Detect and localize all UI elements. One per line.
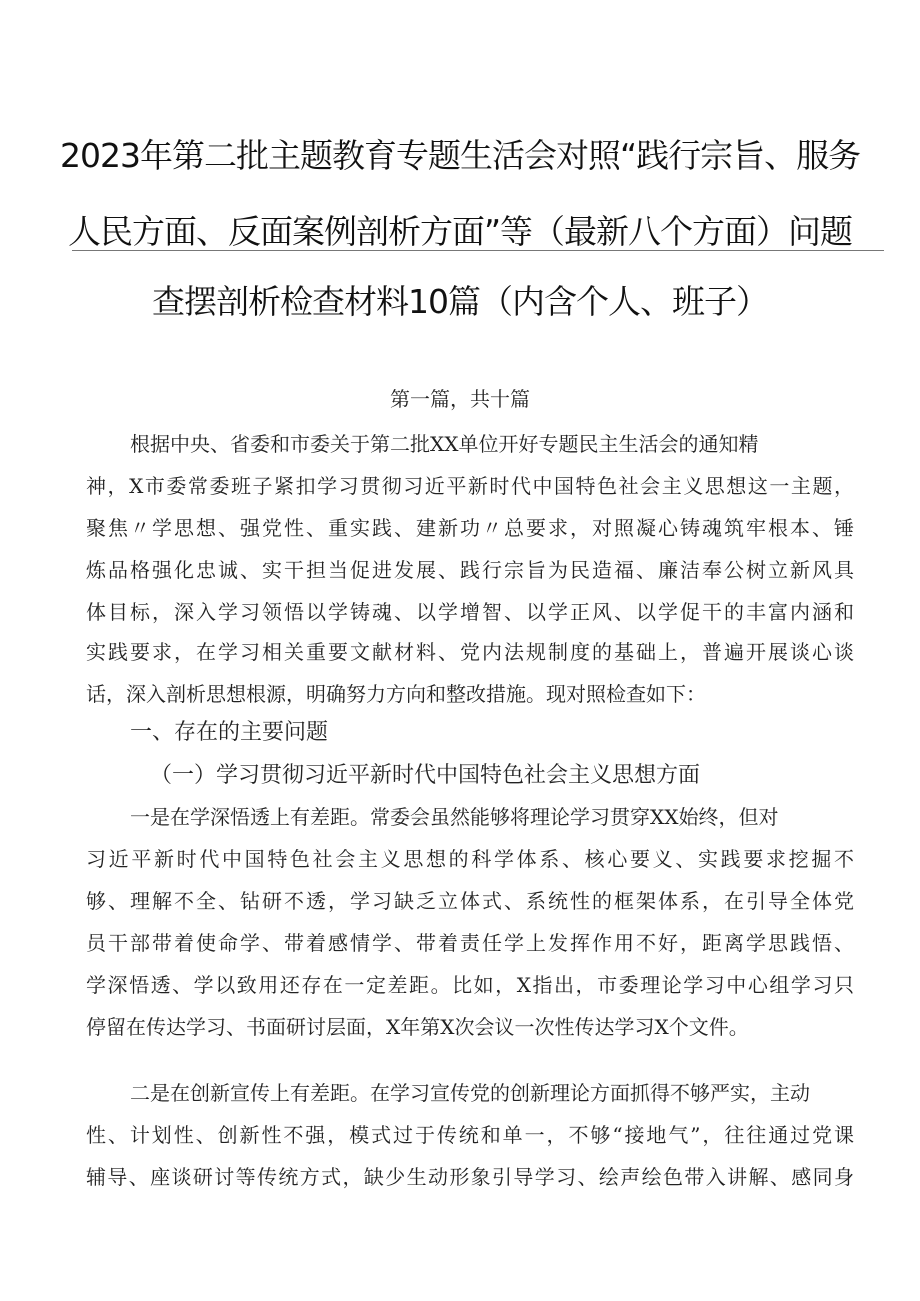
intro-line-2: 神，X市委常委班子紧扣学习贯彻习近平新时代中国特色社会主义思想这一主题，: [86, 474, 854, 498]
intro-line-1: 根据中央、省委和市委关于第二批XX单位开好专题民主生活会的通知精: [130, 432, 759, 456]
intro-line-4: 炼品格强化忠诚、实干担当促进发展、践行宗旨为民造福、廉洁奉公树立新风具: [86, 558, 854, 582]
document-title-line-2: 人民方面、反面案例剖析方面”等（最新八个方面）问题: [67, 212, 853, 251]
paragraph2-line-2: 性、计划性、创新性不强，模式过于传统和单一，不够“接地气”，往往通过党课: [86, 1123, 854, 1147]
document-title-line-1: 2023年第二批主题教育专题生活会对照“践行宗旨、服务: [60, 136, 861, 175]
paragraph1-line-3: 够、理解不全、钻研不透，学习缺乏立体式、系统性的框架体系，在引导全体党: [86, 889, 854, 913]
paragraph1-line-6: 停留在传达学习、书面研讨层面，X年第X次会议一次性传达学习X个文件。: [86, 1015, 749, 1039]
subsection-heading: （一）学习贯彻习近平新时代中国特色社会主义思想方面: [150, 763, 701, 788]
intro-line-6: 实践要求，在学习相关重要文献材料、党内法规制度的基础上，普遍开展谈心谈: [86, 640, 854, 664]
paragraph1-line-5: 学深悟透、学以致用还存在一定差距。比如，X指出，市委理论学习中心组学习只: [86, 973, 854, 997]
intro-line-7: 话，深入剖析思想根源，明确努力方向和整改措施。现对照检查如下：: [86, 682, 706, 706]
intro-line-3: 聚焦〃学思想、强党性、重实践、建新功〃总要求，对照凝心铸魂筑牢根本、锤: [86, 516, 854, 540]
intro-line-5: 体目标，深入学习领悟以学铸魂、以学增智、以学正风、以学促干的丰富内涵和: [86, 600, 854, 624]
section-heading: 一、存在的主要问题: [130, 720, 329, 745]
paragraph1-line-4: 员干部带着使命学、带着感情学、带着责任学上发挥作用不好，距离学思践悟、: [86, 931, 854, 955]
document-title-line-3: 查摆剖析检查材料10篇（内含个人、班子）: [152, 282, 768, 321]
paragraph2-line-3: 辅导、座谈研讨等传统方式，缺少生动形象引导学习、绘声绘色带入讲解、感同身: [86, 1165, 854, 1189]
document-subtitle: 第一篇，共十篇: [390, 387, 530, 411]
paragraph2-line-1: 二是在创新宣传上有差距。在学习宣传党的创新理论方面抓得不够严实，主动: [130, 1081, 810, 1105]
paragraph1-line-1: 一是在学深悟透上有差距。常委会虽然能够将理论学习贯穿XX始终，但对: [130, 805, 779, 829]
paragraph1-line-2: 习近平新时代中国特色社会主义思想的科学体系、核心要义、实践要求挖掘不: [86, 847, 854, 871]
